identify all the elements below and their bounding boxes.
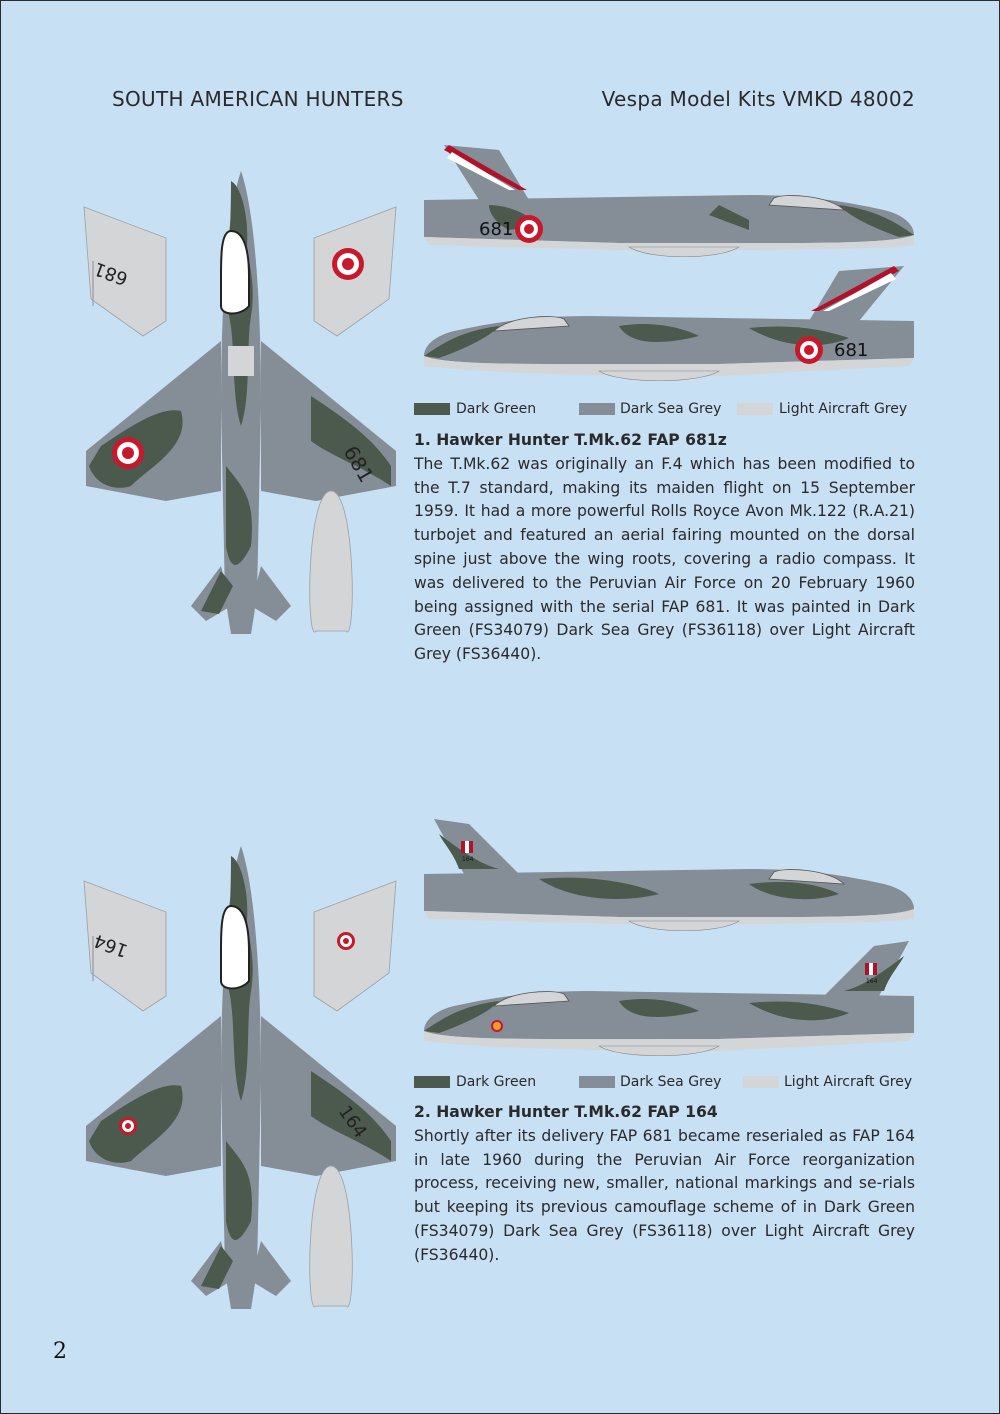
page-number: 2 [53, 1339, 67, 1364]
svg-text:164: 164 [462, 856, 474, 863]
serial-wing-top: 681 [338, 441, 379, 487]
top-view-681 [81, 166, 401, 641]
series-title: SOUTH AMERICAN HUNTERS [112, 87, 404, 111]
legend-label-light-aircraft-grey: Light Aircraft Grey [784, 1074, 913, 1090]
legend-label-dark-sea-grey: Dark Sea Grey [620, 401, 722, 417]
swatch-light-aircraft-grey [743, 1076, 779, 1088]
wing-left-underside [84, 881, 166, 1011]
kit-reference: Vespa Model Kits VMKD 48002 [601, 87, 915, 111]
swatch-dark-green [414, 403, 450, 415]
top-view-164 [81, 846, 401, 1321]
legend-label-dark-green: Dark Green [456, 401, 537, 417]
scheme-title-2: 2. Hawker Hunter T.Mk.62 FAP 164 [414, 1103, 718, 1121]
swatch-dark-sea-grey [579, 1076, 615, 1088]
svg-text:164: 164 [866, 978, 878, 985]
color-legend-2 [414, 1074, 934, 1092]
wing-right-underside [314, 881, 396, 1011]
side-view-681-left [419, 145, 924, 265]
legend-label-dark-green: Dark Green [456, 1074, 537, 1090]
scheme-title-1: 1. Hawker Hunter T.Mk.62 FAP 681z [414, 431, 727, 449]
svg-text:681: 681 [479, 219, 514, 240]
svg-text:681: 681 [91, 257, 131, 290]
swatch-dark-sea-grey [579, 403, 615, 415]
side-view-164-right [419, 941, 924, 1066]
roundel-wing-top [112, 437, 144, 469]
scheme-text-1: The T.Mk.62 was originally an F.4 which has been modified to the T.7 standard, making its maiden flight on 15 September 1959. It had a more powerful Rolls Royce Avon Mk.122 (R.A.21) turbojet and featured an aerial fairing mounted on the dorsal spine just above the wing roots, covering a radio compass. It was delivered to the Peruvian Air Force on 20 February 1960 being assigned with the serial FAP 681. It was painted in Dark Green (FS34079) Dark Sea Grey (FS36118) over Light Aircraft Grey (FS36440). [414, 454, 915, 664]
scheme-description-2 [414, 1101, 915, 1268]
drop-tank-view [310, 491, 352, 632]
swatch-dark-green [414, 1076, 450, 1088]
svg-text:164: 164 [91, 929, 131, 962]
side-view-681-right [419, 266, 924, 391]
roundel-wing-top [119, 1117, 137, 1135]
color-legend-1 [414, 401, 934, 419]
swatch-light-aircraft-grey [737, 403, 773, 415]
serial-wing-top: 164 [333, 1101, 371, 1143]
scheme-text-2: Shortly after its delivery FAP 681 became reserialed as FAP 164 in late 1960 during the Peruvian Air Force reorganization process, receiving new, smaller, national markings and se-rials but keeping its previous camouflage scheme of in Dark Green (FS34079) Dark Sea Grey (FS36118) over Light Aircraft Grey (FS36440). [414, 1126, 915, 1264]
legend-label-light-aircraft-grey: Light Aircraft Grey [779, 401, 908, 417]
legend-label-dark-sea-grey: Dark Sea Grey [620, 1074, 722, 1090]
wing-left-underside [84, 207, 166, 336]
svg-text:681: 681 [834, 340, 869, 361]
wing-right-underside [314, 207, 396, 336]
scheme-description-1 [414, 429, 915, 667]
side-view-164-left [419, 819, 924, 939]
drop-tank-view [310, 1166, 352, 1307]
